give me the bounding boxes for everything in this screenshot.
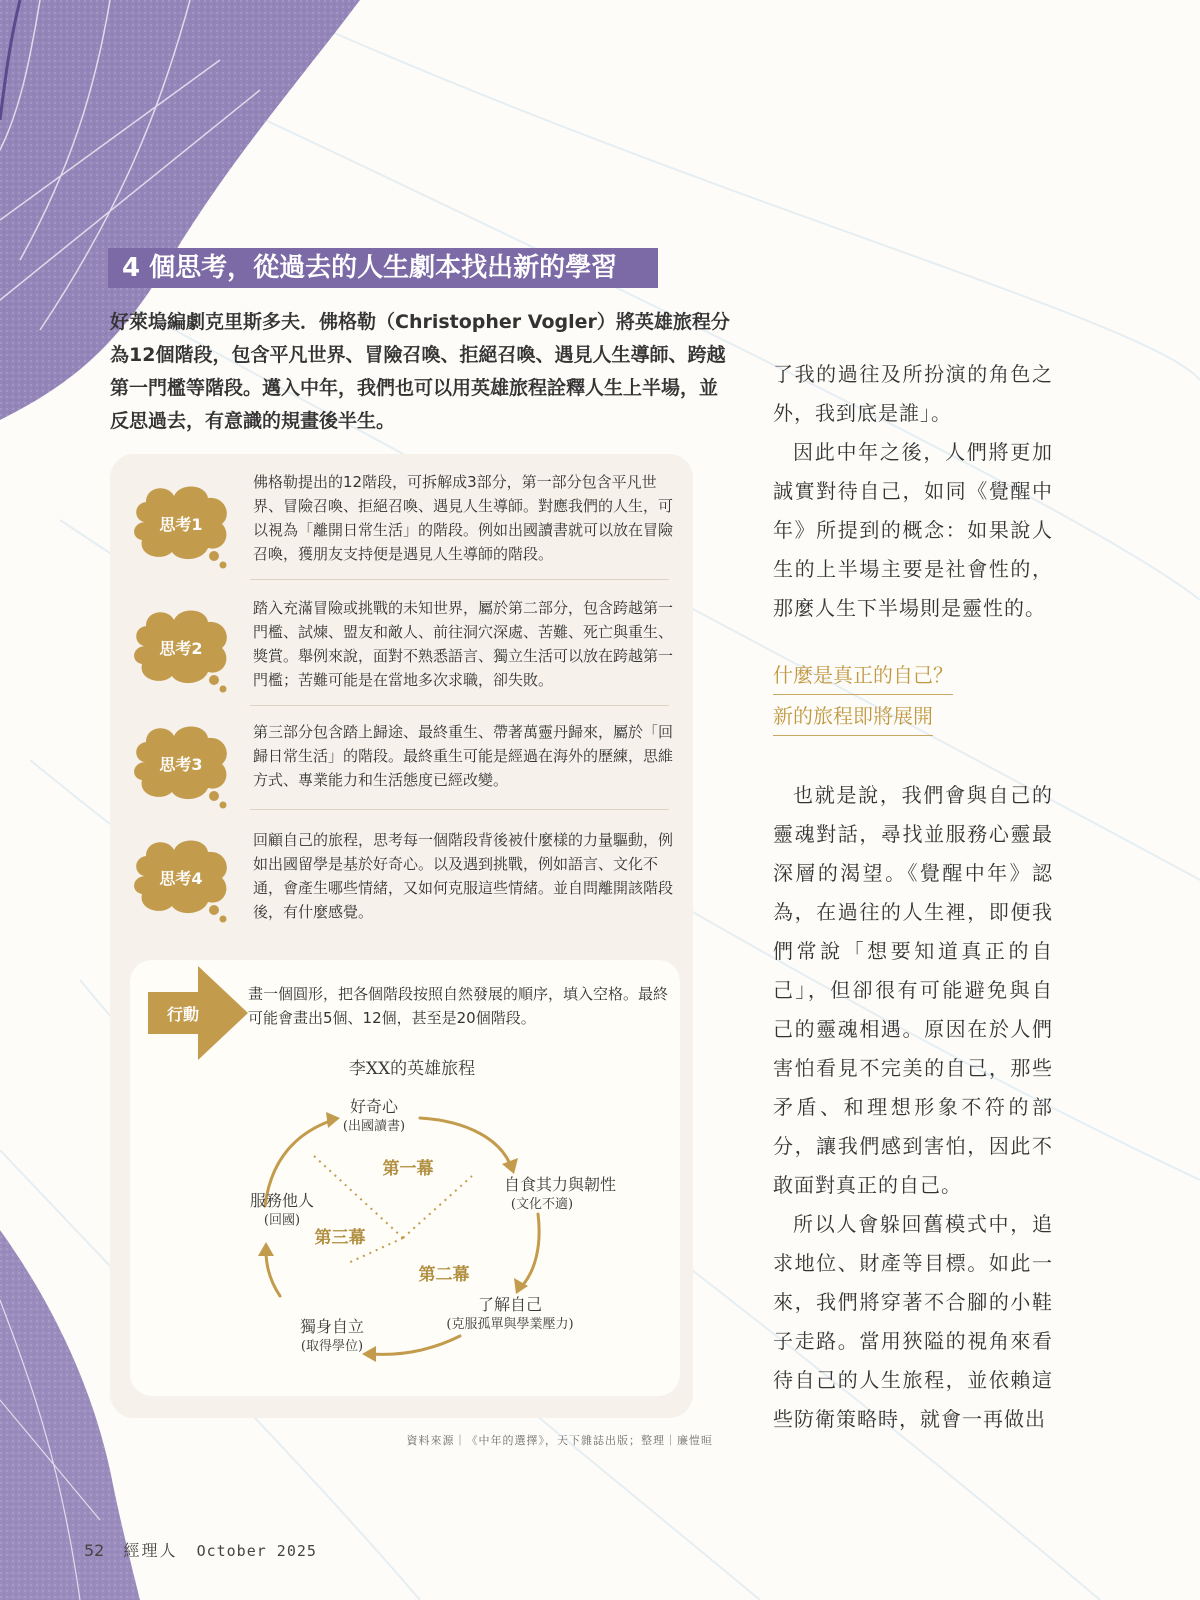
thinking-panel — [110, 454, 693, 1418]
think-row-4 — [110, 828, 693, 938]
thought-cloud-icon — [128, 478, 238, 574]
action-text: 畫一個圓形，把各個階段按照自然發展的順序，填入空格。最終可能會畫出5個、12個，甚至是20個階段。 — [248, 985, 669, 1027]
cycle-arc — [420, 1118, 510, 1164]
cycle-arc — [266, 1251, 280, 1296]
think-text: 踏入充滿冒險或挑戰的未知世界，屬於第二部分，包含跨越第一門檻、試煉、盟友和敵人、前往洞穴深處、苦難、死亡與重生、獎賞。舉例來說，面對不熟悉語言、獨立生活可以放在跨越第一門檻；苦難可能是在當地多次求職，卻失敗。 — [253, 599, 674, 689]
right-column — [773, 355, 1053, 1439]
act-label: 第二幕 — [418, 1265, 470, 1284]
page-footer — [84, 1538, 331, 1561]
cycle-arc — [522, 1214, 539, 1286]
body-paragraph: 了我的過往及所扮演的角色之外，我到底是誰」。 — [773, 362, 1053, 425]
think-text: 回顧自己的旅程，思考每一個階段背後被什麼樣的力量驅動，例如出國留學是基於好奇心。以及遇到挑戰，例如語言、文化不通，會產生哪些情緒，又如何克服這些情緒。並自問離開該階段後，有什麼感覺。 — [253, 831, 674, 921]
page-number: 52 — [84, 1541, 105, 1560]
body-paragraph: 因此中年之後，人們將更加誠實對待自己，如同《覺醒中年》所提到的概念：如果說人生的上半場主要是社會性的，那麼人生下半場則是靈性的。 — [773, 440, 1053, 620]
row-divider — [250, 705, 669, 706]
act-divider — [403, 1176, 472, 1238]
stage-label: 自食其力與韌性 — [503, 1175, 617, 1194]
subheading-block — [773, 658, 1053, 740]
think-label: 思考2 — [159, 639, 203, 658]
row-divider — [250, 579, 669, 580]
hero-journey-diagram — [130, 1056, 680, 1386]
diagram-title: 李XX的英雄旅程 — [348, 1059, 476, 1079]
magazine-name: 經理人 — [123, 1541, 178, 1560]
section-heading: 4 個思考，從過去的人生劇本找出新的學習 — [108, 248, 658, 288]
think-label: 思考1 — [159, 515, 203, 534]
think-row-1 — [110, 470, 693, 580]
stage-sub: (克服孤單與學業壓力) — [446, 1317, 574, 1332]
action-card — [130, 960, 680, 1396]
thought-cloud-icon — [128, 832, 238, 928]
stage-label: 獨身自立 — [299, 1317, 365, 1336]
source-credit: 資料來源｜《中年的選擇》，天下雜誌出版；整理｜廉愷晅 — [406, 1434, 713, 1447]
arrowhead — [258, 1242, 274, 1256]
stage-sub: (取得學位) — [300, 1339, 364, 1354]
thought-cloud-icon — [128, 718, 238, 814]
arrowhead — [362, 1346, 376, 1362]
stage-label: 服務他人 — [249, 1191, 315, 1210]
act-label: 第三幕 — [314, 1228, 366, 1247]
think-row-2 — [110, 596, 693, 706]
stage-sub: (出國讀書) — [342, 1119, 406, 1134]
intro-paragraph: 好萊塢編劇克里斯多夫．佛格勒（Christopher Vogler）將英雄旅程分為12個階段，包含平凡世界、冒險召喚、拒絕召喚、遇見人生導師、跨越第一門檻等階段。邁入中年，我們也可以用英雄旅程詮釋人生上半場，並反思過去，有意識的規畫後半生。 — [110, 311, 730, 432]
subheading: 新的旅程即將展開 — [773, 699, 933, 736]
think-label: 思考4 — [159, 869, 203, 888]
body-paragraph: 所以人會躲回舊模式中，追求地位、財產等目標。如此一來，我們將穿著不合腳的小鞋子走路。當用狹隘的視角來看待自己的人生旅程，並依賴這些防衛策略時，就會一再做出 — [773, 1212, 1053, 1431]
arrowhead — [326, 1112, 340, 1128]
row-divider — [250, 809, 669, 810]
think-label: 思考3 — [159, 755, 203, 774]
stage-sub: (文化不適) — [510, 1197, 574, 1212]
think-row-3 — [110, 720, 693, 810]
think-text: 第三部分包含踏上歸途、最終重生、帶著萬靈丹歸來，屬於「回歸日常生活」的階段。最終重生可能是經過在海外的歷練，思維方式、專業能力和生活態度已經改變。 — [253, 723, 674, 789]
subheading: 什麼是真正的自己？ — [773, 658, 953, 695]
stage-label: 了解自己 — [477, 1295, 543, 1314]
stage-sub: (回國) — [263, 1213, 301, 1228]
thought-cloud-icon — [128, 602, 238, 698]
arrowhead — [502, 1158, 518, 1174]
body-paragraph: 也就是說，我們會與自己的靈魂對話，尋找並服務心靈最深層的渴望。《覺醒中年》認為，在過往的人生裡，即便我們常說「想要知道真正的自己」，但卻很有可能避免與自己的靈魂相遇。原因在於人們害怕看見不完美的自己，那些矛盾、和理想形象不符的部分，讓我們感到害怕，因此不敢面對真正的自己。 — [773, 783, 1053, 1197]
action-label: 行動 — [166, 1005, 199, 1024]
think-text: 佛格勒提出的12階段，可拆解成3部分，第一部分包含平凡世界、冒險召喚、拒絕召喚、遇見人生導師。對應我們的人生，可以視為「離開日常生活」的階段。例如出國讀書就可以放在冒險召喚，獲朋友支持便是遇見人生導師的階段。 — [253, 473, 674, 563]
issue-date: October 2025 — [196, 1542, 317, 1560]
act-label: 第一幕 — [382, 1159, 434, 1178]
stage-label: 好奇心 — [349, 1097, 399, 1116]
cycle-arc — [370, 1336, 460, 1354]
